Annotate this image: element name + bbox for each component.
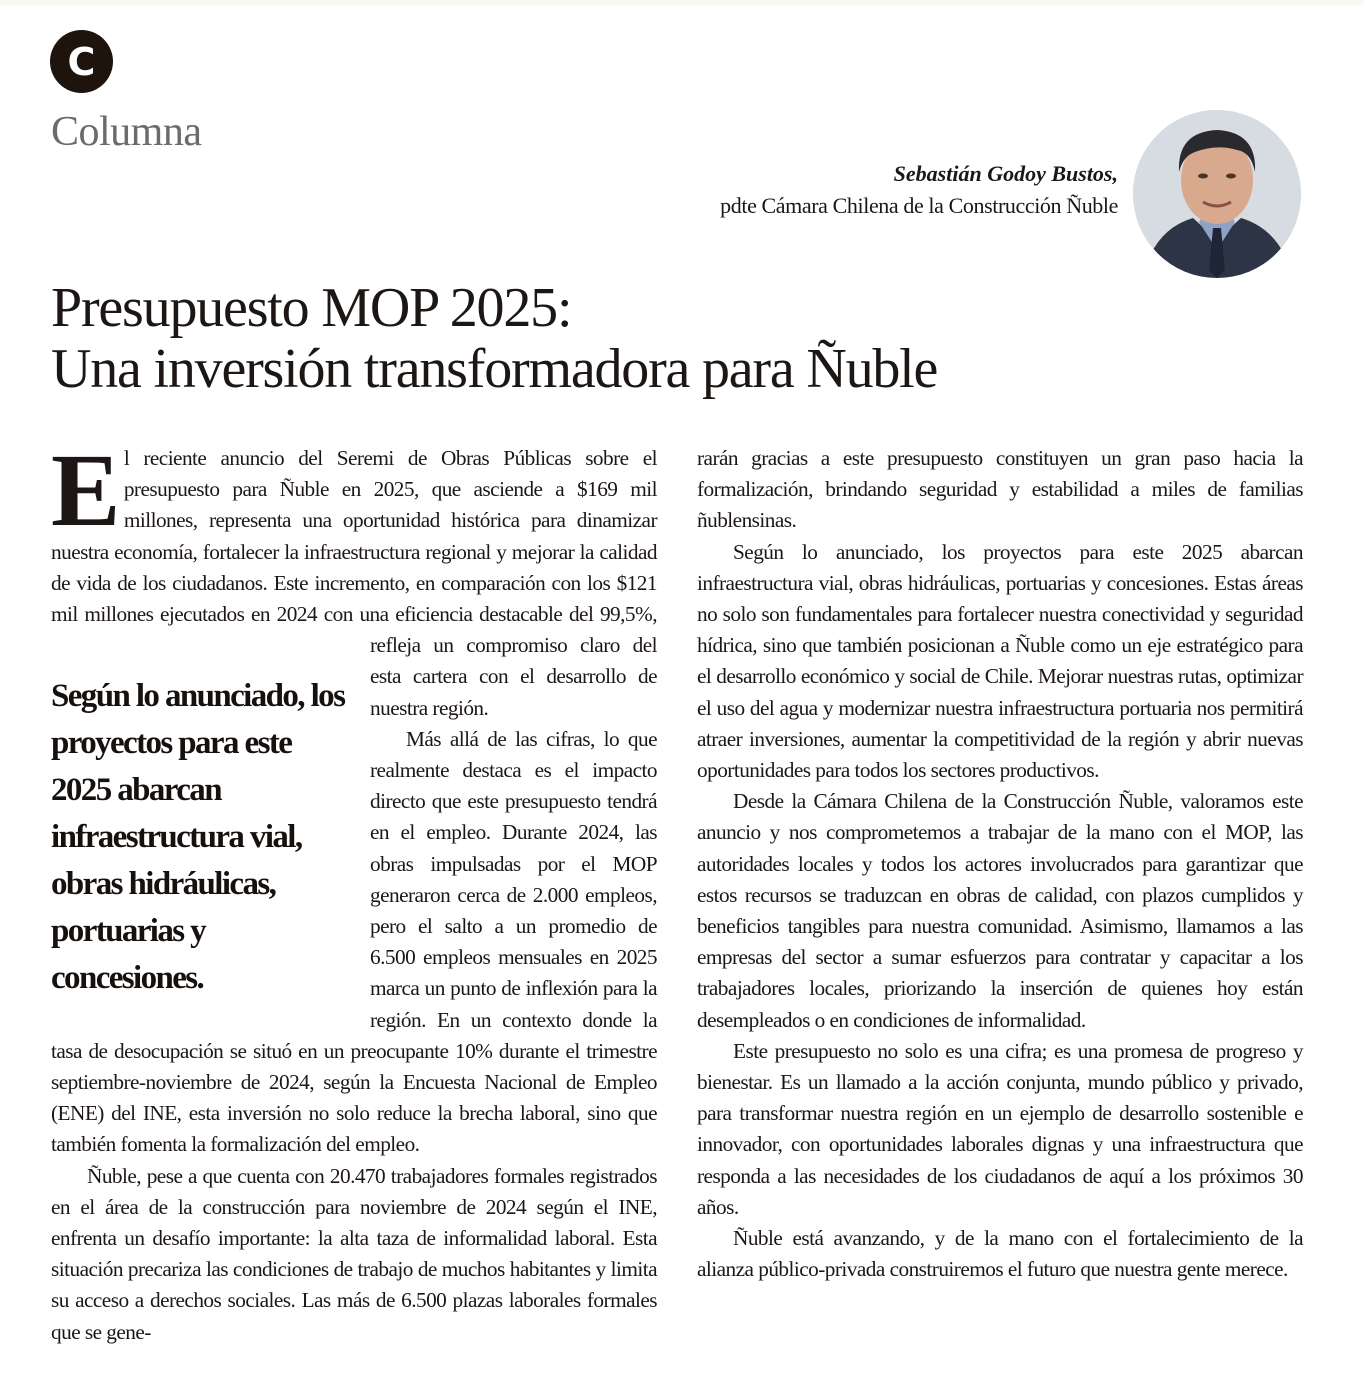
author-avatar xyxy=(1133,110,1301,278)
section-label: Columna xyxy=(51,109,202,155)
body-paragraph-text: l reciente anuncio del Seremi de Obras Públicas sobre el presupuesto para Ñuble en 2025, que asciende a $169 mil millones, representa una oportunidad histórica para dinamizar nuestra economía, fortalecer la infraestructura regional y mejorar la calidad de vida de los ciudadanos. Este incremento, en comparación con los $121 mil millones ejecutados en 2024 con una eficiencia destacable del 99,5%, refleja un compromiso claro del esta cartera con el desarrollo de nuestra región. xyxy=(51,446,657,720)
top-edge-strip xyxy=(0,0,1364,5)
body-paragraph: Más allá de las cifras, lo que realmente destaca es el impacto directo que este presupuesto tendrá en el empleo. Durante 2024, las obras impulsadas por el MOP generaron cerca de 2.000 empleos, pero el salto a un promedio de 6.500 empleos mensuales en 2025 marca un punto de inflexión para la región. En un contexto donde la tasa de desocupación se situó en un preocupante 10% durante el trimestre septiembre-noviembre de 2024, según la Encuesta Nacional de Empleo (ENE) del INE, esta inversión no solo reduce la brecha laboral, sino que también fomenta la formalización del empleo. xyxy=(51,726,657,1157)
author-byline xyxy=(720,158,1118,222)
article-headline xyxy=(51,278,937,400)
headline-line-2: Una inversión transformadora para Ñuble xyxy=(51,338,938,400)
body-paragraph: Según lo anunciado, los proyectos para este 2025 abarcan infraestructura vial, obras hidráulicas, portuarias y concesiones. Estas áreas no solo son fundamentales para fortalecer nuestra conectividad y seguridad hídrica, sino que también posicionan a Ñuble como un eje estratégico para el desarrollo económico y social de Chile. Mejorar nuestras rutas, optimizar el uso del agua y modernizar nuestra infraestructura portuaria nos permitirá atraer inversiones, aumentar la competitividad de la región y abrir nuevas oportunidades para todos los sectores productivos. xyxy=(697,539,1303,783)
author-name: Sebastián Godoy Bustos, xyxy=(893,161,1118,186)
pull-quote: Según lo anunciado, los proyectos para este 2025 abarcan infraestructura vial, obras hidráulicas, portuarias y concesiones. xyxy=(51,678,345,996)
author-role: pdte Cámara Chilena de la Construcción Ñuble xyxy=(720,193,1118,218)
portrait-photo-icon xyxy=(1133,110,1301,278)
body-paragraph: Este presupuesto no solo es una cifra; es una promesa de progreso y bienestar. Es un llamado a la acción conjunta, mundo público y privado, para transformar nuestra región en un ejemplo de desarrollo sostenible e innovador, con oportunidades laborales dignas y una infraestructura que responda a las necesidades de los ciudadanos de aquí a los próximos 30 años. xyxy=(697,1038,1303,1219)
column-section-icon xyxy=(50,30,113,93)
article-column-right xyxy=(697,443,1303,1285)
article-column-left xyxy=(51,433,657,1348)
body-paragraph: Ñuble, pese a que cuenta con 20.470 trabajadores formales registrados en el área de la construcción para noviembre de 2024 según el INE, enfrenta un desafío importante: la alta taza de informalidad laboral. Esta situación precariza las condiciones de trabajo de muchos habitantes y limita su acceso a derechos sociales. Las más de 6.500 plazas laborales formales que se gene- xyxy=(51,1163,657,1344)
body-paragraph: Ñuble está avanzando, y de la mano con el fortalecimiento de la alianza público-privada construiremos el futuro que nuestra gente merece. xyxy=(697,1226,1303,1282)
section-badge-letter: C xyxy=(67,39,96,84)
body-paragraph: rarán gracias a este presupuesto constituyen un gran paso hacia la formalización, brindando seguridad y estabilidad a miles de familias ñublensinas. xyxy=(697,446,1303,533)
headline-line-1: Presupuesto MOP 2025: xyxy=(51,277,572,339)
drop-cap: E xyxy=(51,433,120,548)
body-paragraph: Desde la Cámara Chilena de la Construcción Ñuble, valoramos este anuncio y nos comprometemos a trabajar de la mano con el MOP, las autoridades locales y todos los actores involucrados para garantizar que estos recursos se traduzcan en obras de calidad, con plazos cumplidos y beneficios tangibles para nuestra comunidad. Asimismo, llamamos a las empresas del sector a sumar esfuerzos para contratar y capacitar a los trabajadores locales, priorizando la inserción de quienes hoy están desempleados o en condiciones de informalidad. xyxy=(697,789,1303,1032)
